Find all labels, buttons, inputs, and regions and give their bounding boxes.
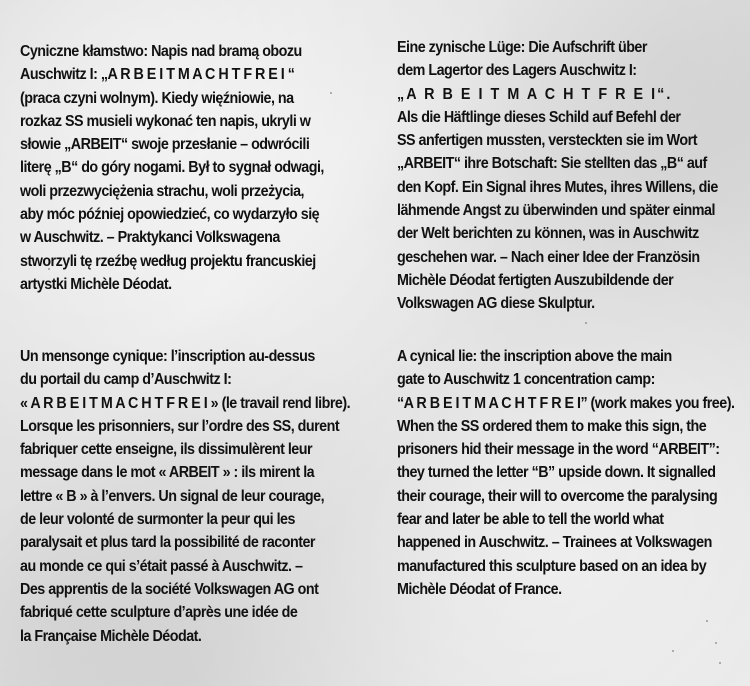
text-line: lettre « B » à l’envers. Un signal de leur courage, [20,487,325,505]
text-line: fabriqué cette sculpture d’après une idée de [20,604,298,622]
text-block-german [397,36,718,316]
text-line: “A R B E I T M A C H T F R E I” (work makes you free). [397,394,735,412]
stone-speck [672,650,674,652]
stone-speck [706,620,708,622]
text-line: fear and later be able to tell the world what [397,511,664,529]
stone-speck [585,322,587,324]
text-line: de leur volonté de surmonter la peur qui les [20,511,295,529]
text-line: happened in Auschwitz. – Trainees at Volkswagen [397,534,712,552]
text-line: Volkswagen AG diese Skulptur. [397,295,595,313]
text-line: A cynical lie: the inscription above the main [397,348,672,365]
text-line: manufactured this sculpture based on an idea by [397,557,707,575]
text-line: Michèle Déodat of France. [397,580,562,598]
stone-speck [719,662,721,664]
text-line: their courage, their will to overcome the paralysing [397,487,718,505]
text-line: paralysait et plus tard la possibilité de raconter [20,534,315,552]
text-line: Auschwitz I: „A R B E I T M A C H T F R E I “ [20,66,295,84]
text-line: la Française Michèle Déodat. [20,627,202,645]
text-line: au monde ce qui s’était passé à Auschwitz. – [20,557,303,575]
text-line: Cyniczne kłamstwo: Napis nad bramą obozu [20,43,302,60]
text-block-english [397,345,734,601]
text-line: woli przezwyciężenia strachu, woli przeżycia, [20,182,305,200]
text-line: der Welt berichten zu können, was in Auschwitz [397,225,699,243]
text-line: Un mensonge cynique: l’inscription au-dessus [20,348,315,365]
text-line: message dans le mot « ARBEIT » : ils mirent la [20,464,315,482]
text-line: geschehen war. – Nach einer Idee der Französin [397,248,700,266]
text-line: stworzyli tę rzeźbę według projektu francuskiej [20,252,316,270]
text-line: dem Lagertor des Lagers Auschwitz I: [397,62,637,80]
text-line: literę „B“ do góry nogami. Był to sygnał odwagi, [20,159,324,177]
text-line: słowie „ARBEIT“ swoje przesłanie – odwrócili [20,136,310,154]
text-line: SS anfertigen mussten, versteckten sie im Wort [397,132,697,150]
text-line: they turned the letter “B” upside down. It signalled [397,464,716,482]
text-line: gate to Auschwitz 1 concentration camp: [397,371,655,389]
text-line: (praca czyni wolnym). Kiedy więźniowie, na [20,89,294,107]
text-line: prisoners hid their message in the word “ARBEIT”: [397,441,720,459]
text-line: w Auschwitz. – Praktykanci Volkswagena [20,229,280,247]
text-block-polish [20,40,324,296]
text-line: fabriquer cette enseigne, ils dissimulèrent leur [20,441,313,459]
text-line: artystki Michèle Déodat. [20,275,172,293]
text-line: « A R B E I T M A C H T F R E I » (le travail rend libre). [20,394,351,412]
text-line: lähmende Angst zu überwinden und später einmal [397,202,715,220]
text-line: den Kopf. Ein Signal ihres Mutes, ihres Willens, die [397,178,718,196]
text-block-french [20,345,350,648]
text-line: Als die Häftlinge dieses Schild auf Befehl der [397,108,681,126]
text-line: aby móc później opowiedzieć, co wydarzyło się [20,206,320,224]
text-line: Eine zynische Lüge: Die Aufschrift über [397,39,647,56]
text-line: du portail du camp d’Auschwitz I: [20,371,232,389]
text-line: When the SS ordered them to make this sign, the [397,417,707,435]
stone-speck [330,92,332,94]
text-line: „ARBEIT“ ihre Botschaft: Sie stellten das „B“ auf [397,155,707,173]
text-line: „A R B E I T M A C H T F R E I“. [397,85,673,103]
text-line: Des apprentis de la société Volkswagen AG ont [20,580,319,598]
stone-speck [715,642,717,644]
text-line: Michèle Déodat fertigten Auszubildende der [397,271,674,289]
text-line: Lorsque les prisonniers, sur l’ordre des SS, durent [20,417,340,435]
text-line: rozkaz SS musieli wykonać ten napis, ukryli w [20,112,311,130]
